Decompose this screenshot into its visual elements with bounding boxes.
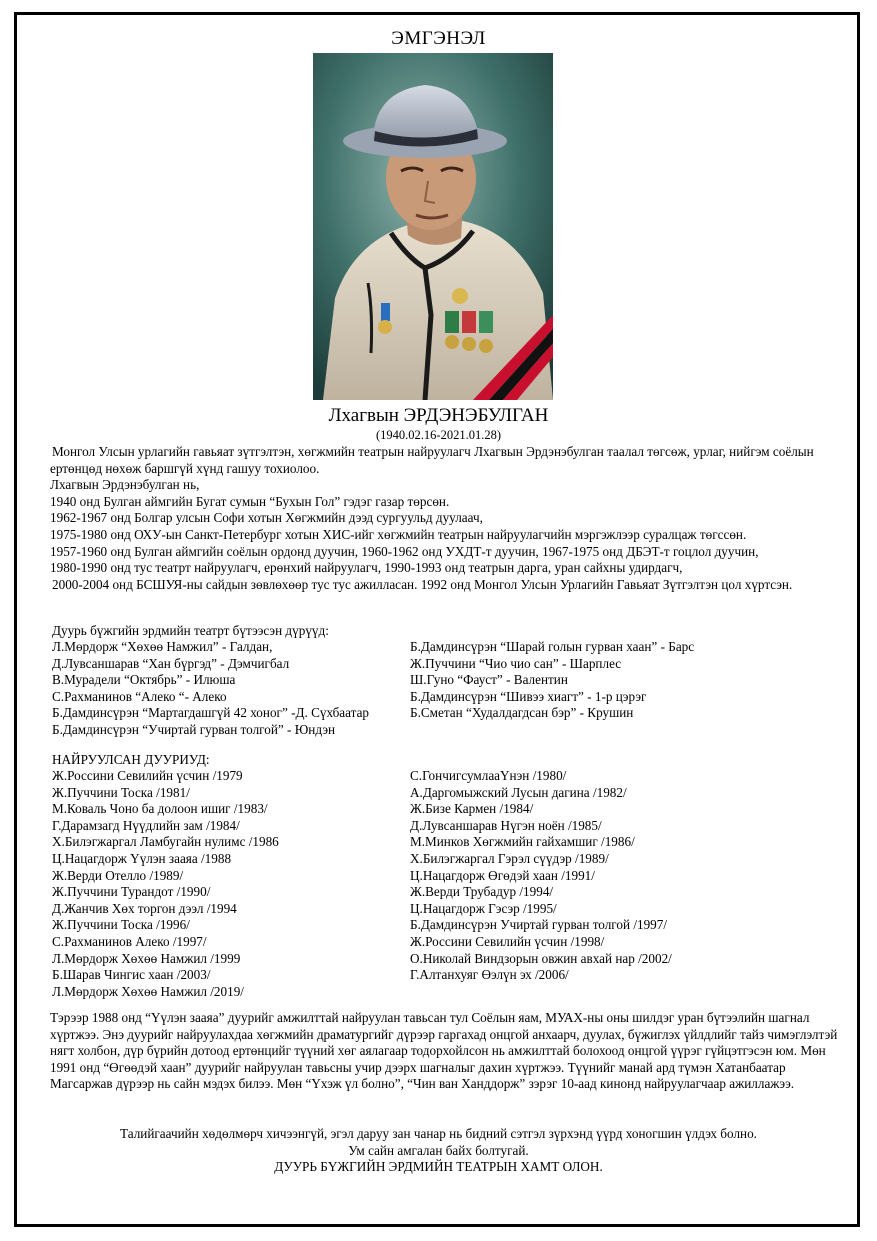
opera-item: Ж.Пуччини Тоска /1996/ [52,917,190,933]
biography [50,444,840,593]
opera-item: Б.Шарав Чингис хаан /2003/ [52,967,211,983]
role-item: В.Мурадели “Октябрь” - Илюша [52,672,236,688]
opera-item: Л.Мөрдорж Хөхөө Намжил /2019/ [52,983,244,999]
roles-heading: Дуурь бүжгийн эрдмийн театрт бүтээсэн дүрүүд: [52,623,329,638]
farewell-blessing: Ум сайн амгалан байх болтугай. [348,1142,529,1158]
portrait-photo [313,53,553,400]
portrait-image [313,53,553,400]
opera-item: Ж.Верди Трубадур /1994/ [410,884,554,900]
opera-item: М.Минков Хөгжмийн гайхамшиг /1986/ [410,834,635,850]
role-item: Б.Сметан “Худалдагдсан бэр” - Крушин [410,705,634,721]
opera-item: Ж.Верди Отелло /1989/ [52,867,184,883]
opera-item: Ж.Россини Севилийн үсчин /1998/ [410,933,605,949]
closing-text: Тэрээр 1988 онд “Үүлэн зааяа” дуурийг амжилттай найруулан тавьсан тул Соёлын яам, МУАХ-ны оны шилдэг уран бүтээлийн шагнал хүртжээ. Энэ дуурийг найруулахдаа хөгжмийн драматургийг дүрээр гаргахад онцгой анхаарч, дуулах, бүжиглэх үйлдлийг тайз чимэглэлтэй нягт холбон, дүр бүрийн дотоод ертөнцийг түүний хөг аялагаар тодорхойлсон нь амжилттай болохоод онцгой үүрэг гүйцэтгэсэн юм. Мөн 1991 онд “Өгөөдэй хаан” дуурийг найруулан тавьсны учир дээрх шагналыг дахин хүртжээ. Түүнийг манай ард түмэн Хатанбаатар Магсаржав дүрээр нь сайн мэдэх билээ. Мөн “Үхэж үл болно”, “Чин ван Ханддорж” зэрэг 10-аад кинонд найруулагчаар ажиллажээ. [50,1010,838,1092]
bio-intro: Монгол Улсын урлагийн гавьяат зүтгэлтэн, хөгжмийн театрын найруулагч Лхагвын Эрдэнэбулган таалал төгсөж, урлаг, нийгэм соёлын ертөнцөд нөхөж баршгүй хүнд гашуу тохиолоо. [50,444,814,476]
opera-item: Ж.Бизе Кармен /1984/ [410,801,534,817]
opera-item: Х.Билэгжаргал Гэрэл сүүдэр /1989/ [410,850,609,866]
opera-item: Ж.Россини Севилийн үсчин /1979 [52,768,243,783]
role-item: Б.Дамдинсүрэн “Мартагдашгүй 42 хоног” -Д. Сүхбаатар [52,705,370,721]
opera-item: Ц.Нацагдорж Өгөдэй хаан /1991/ [410,867,595,883]
operas-left-column [52,768,279,1000]
opera-item: О.Николай Виндзорын овжин авхай нар /2002/ [410,950,672,966]
life-dates: (1940.02.16-2021.01.28) [376,428,501,442]
opera-item: Ж.Пуччини Тоска /1981/ [52,784,190,800]
bio-line: 1962-1967 онд Болгар улсын Софи хотын Хөгжмийн дээд сургуульд дуулаач, [50,510,483,526]
role-item: Ж.Пуччини “Чио чио сан” - Шарплес [410,655,622,671]
opera-item: Ц.Нацагдорж Гэсэр /1995/ [410,900,557,916]
role-item: Б.Дамдинсүрэн “Шарай голын гурван хаан” - Барс [410,639,695,654]
opera-item: А.Даргомыжский Лусын дагина /1982/ [410,784,627,800]
bio-line: 1980-1990 онд тус театрт найруулагч, ерөнхий найруулагч, 1990-1993 онд театрын дарга, уран сайхны удирдагч, [50,560,683,576]
bio-line: 2000-2004 онд БСШУЯ-ны сайдын зөвлөхөөр тус тус ажилласан. 1992 онд Монгол Улсын Урлагийн Гавьяат Зүтгэлтэн цол хүртсэн. [52,576,793,592]
role-item: Б.Дамдинсүрэн “Шивээ хиагт” - 1-р цэрэг [410,688,647,704]
farewell-block [0,1126,877,1176]
bio-line: 1940 онд Булган аймгийн Бугат сумын “Бухын Гол” гэдэг газар төрсөн. [50,493,450,509]
opera-item: Д.Жанчив Хөх торгон дээл /1994 [52,900,237,916]
opera-item: Д.Лувсаншарав Нүгэн ноён /1985/ [410,817,602,833]
opera-item: С.Рахманинов Алеко /1997/ [52,933,207,949]
role-item: С.Рахманинов “Алеко “- Алеко [52,688,227,704]
opera-item: М.Коваль Чоно ба долоон ишиг /1983/ [52,801,268,817]
role-item: Л.Мөрдорж “Хөхөө Намжил” - Галдан, [52,639,273,654]
opera-item: Ж.Пуччини Турандот /1990/ [52,884,211,900]
opera-item: Г.Алтанхуяг Өэлүн эх /2006/ [410,967,569,983]
opera-item: Г.Дарамзагд Нүүдлийн зам /1984/ [52,817,240,833]
operas-heading: НАЙРУУЛСАН ДУУРИУД: [52,752,210,767]
deceased-name: Лхагвын ЭРДЭНЭБУЛГАН [328,405,549,426]
opera-item: Л.Мөрдорж Хөхөө Намжил /1999 [52,950,241,966]
opera-item: Х.Билэгжаргал Ламбугайн нулимс /1986 [52,834,279,850]
roles-left-column [52,639,369,739]
farewell-line: Талийгаачийн хөдөлмөрч хичээнгүй, эгэл даруу зан чанар нь бидний сэтгэл зүрхэнд үүрд хоногшин үлдэх болно. [120,1126,757,1141]
bio-line: Лхагвын Эрдэнэбулган нь, [50,477,200,493]
opera-item: Ц.Нацагдорж Үүлэн зааяа /1988 [52,850,232,866]
bio-line: 1957-1960 онд Булган аймгийн соёлын ордонд дуучин, 1960-1962 онд УХДТ-т дуучин, 1967-1975 онд ДБЭТ-т гоцлол дуучин, [50,543,759,559]
closing-paragraph [50,1010,840,1093]
farewell-signature: ДУУРЬ БҮЖГИЙН ЭРДМИЙН ТЕАТРЫН ХАМТ ОЛОН. [274,1159,603,1175]
page-title: ЭМГЭНЭЛ [391,28,486,49]
role-item: Д.Лувсаншарав “Хан бүргэд” - Дэмчигбал [52,655,290,671]
operas-right-column [410,768,672,984]
role-item: Ш.Гуно “Фауст” - Валентин [410,672,568,688]
opera-item: Б.Дамдинсүрэн Учиртай гурван толгой /1997/ [410,917,668,933]
roles-right-column [410,639,694,722]
opera-item: С.ГончигсумлааҮнэн /1980/ [410,768,567,783]
bio-line: 1975-1980 онд ОХУ-ын Санкт-Петербург хотын ХИС-ийг хөгжмийн театрын найруулагчийн мэргэжлээр суралцаж төгссөн. [50,526,747,542]
role-item: Б.Дамдинсүрэн “Учиртай гурван толгой” - Юндэн [52,721,336,737]
